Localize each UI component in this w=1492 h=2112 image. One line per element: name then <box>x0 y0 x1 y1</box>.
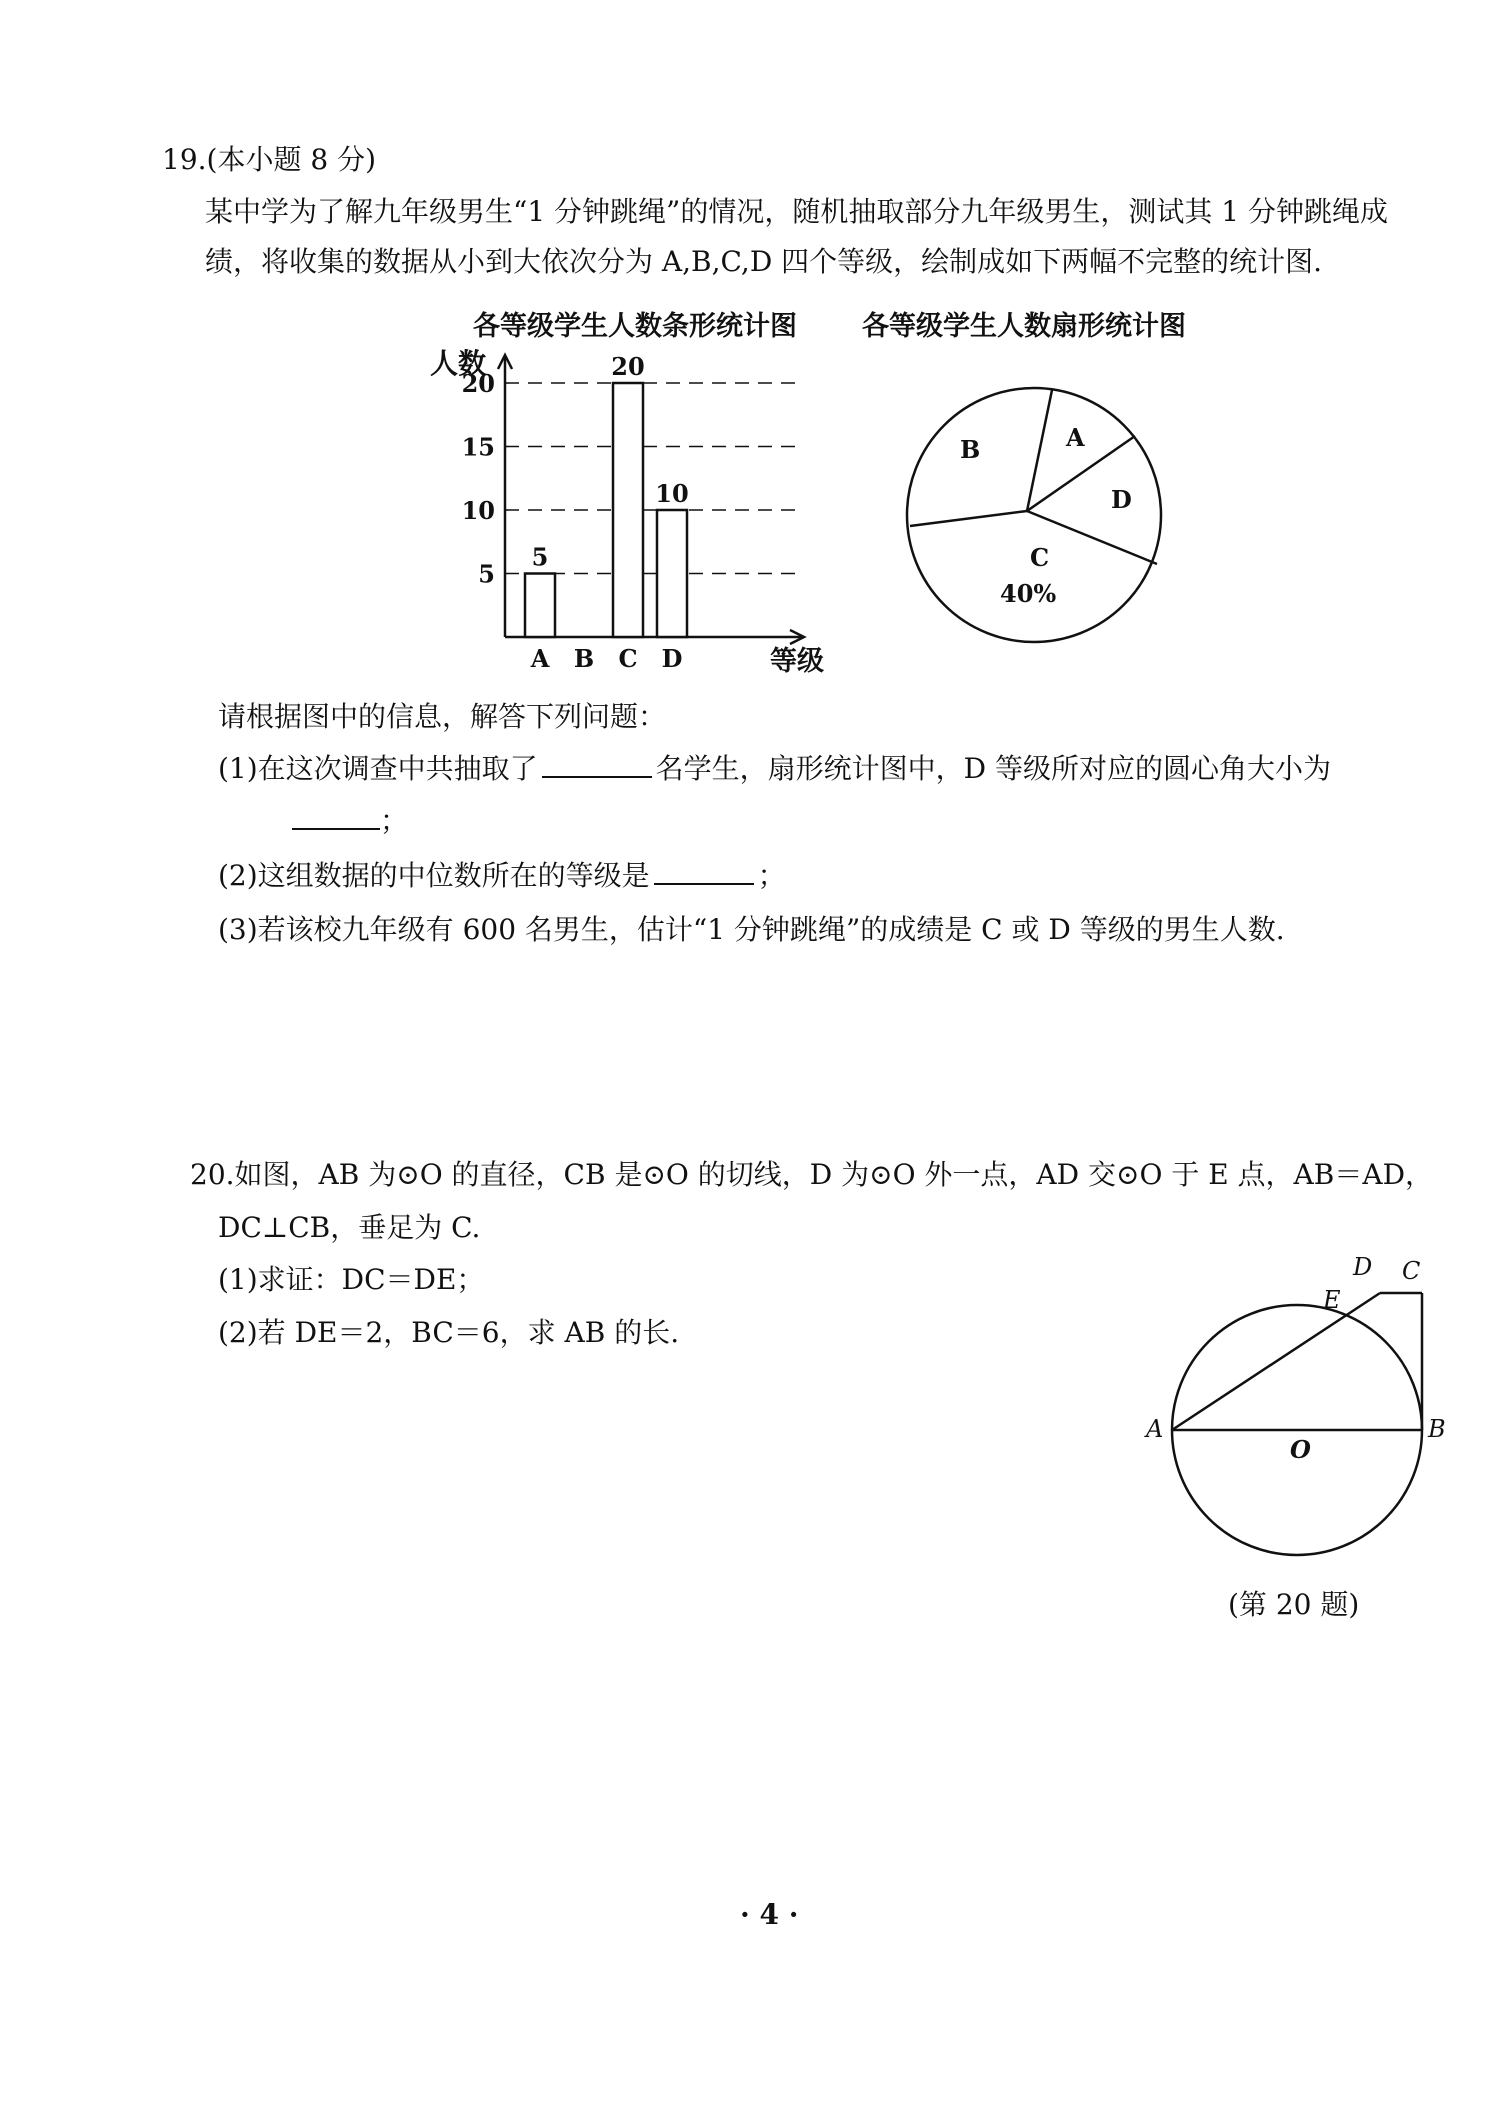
x-tick-label-D: D <box>661 644 683 673</box>
x-tick-label-B: B <box>573 644 595 673</box>
q19-part1-blank2[interactable] <box>292 800 380 830</box>
y-tick-label-15: 15 <box>461 432 495 462</box>
label-a: A <box>1146 1415 1164 1443</box>
segment-ad <box>1172 1293 1380 1430</box>
x-axis-label: 等级 <box>770 646 824 677</box>
y-tick-label-5: 5 <box>478 559 495 589</box>
bar-chart <box>430 345 860 685</box>
q19-part1-text-c: ； <box>380 804 409 837</box>
q19-part2-text-a: (2)这组数据的中位数所在的等级是 <box>218 859 650 892</box>
label-c: C <box>1402 1257 1421 1285</box>
pie-label-c: C <box>1030 543 1050 572</box>
pie-percent-c: 40% <box>1000 579 1057 608</box>
q19-prompt: 请根据图中的信息，解答下列问题： <box>218 700 667 733</box>
q19-part1-text-b: 名学生，扇形统计图中，D 等级所对应的圆心角大小为 <box>655 752 1332 785</box>
pie-label-d: D <box>1111 485 1132 514</box>
q19-part1-blank1[interactable] <box>542 748 652 778</box>
label-e: E <box>1323 1286 1341 1314</box>
q19-header: 19.(本小题 8 分) <box>162 143 376 176</box>
bar-C <box>613 383 643 637</box>
q19-part1 <box>218 748 1331 789</box>
bar-D <box>657 510 687 637</box>
x-tick-label-C: C <box>618 644 638 673</box>
figure-caption: (第 20 题) <box>1228 1588 1360 1621</box>
data-label-A: 5 <box>531 542 549 572</box>
bar-chart-title: 各等级学生人数条形统计图 <box>473 311 797 342</box>
circle-figure <box>1140 1253 1446 1585</box>
x-tick-label-A: A <box>530 644 550 673</box>
pie-label-b: B <box>960 435 981 464</box>
q19-part2-blank[interactable] <box>654 855 754 885</box>
q19-part2-text-b: ； <box>757 859 786 892</box>
y-tick-label-20: 20 <box>461 369 495 398</box>
page-number: · 4 · <box>740 1898 799 1931</box>
q19-part1-text-a: (1)在这次调查中共抽取了 <box>218 752 538 785</box>
q19-intro-line1: 某中学为了解九年级男生“1 分钟跳绳”的情况，随机抽取部分九年级男生，测试其 1 分钟跳绳成 <box>205 195 1388 228</box>
q19-part1-line2 <box>292 800 408 841</box>
q20-line2: DC⊥CB，垂足为 C. <box>218 1211 481 1244</box>
data-label-D: 10 <box>655 479 689 508</box>
pie-label-a: A <box>1066 423 1085 452</box>
pie-divider-cb <box>910 511 1027 526</box>
y-axis-label: 人数 <box>430 347 487 380</box>
q19-intro-line2: 绩，将收集的数据从小到大依次分为 A,B,C,D 四个等级，绘制成如下两幅不完整的统计图. <box>205 245 1323 278</box>
q20-part2: (2)若 DE＝2，BC＝6，求 AB 的长. <box>218 1316 680 1349</box>
q20-line1: 20.如图，AB 为⊙O 的直径，CB 是⊙O 的切线，D 为⊙O 外一点，AD 交⊙O 于 E 点，AB＝AD， <box>190 1158 1434 1191</box>
data-label-C: 20 <box>611 352 645 381</box>
q19-part2 <box>218 855 786 896</box>
pie-divider-ab <box>1027 390 1052 511</box>
q20-part1: (1)求证：DC＝DE； <box>218 1263 485 1296</box>
bar-A <box>525 574 555 638</box>
label-o: O <box>1290 1435 1311 1464</box>
label-b: B <box>1428 1415 1446 1443</box>
label-d: D <box>1353 1253 1373 1281</box>
q19-part3: (3)若该校九年级有 600 名男生，估计“1 分钟跳绳”的成绩是 C 或 D 等级的男生人数. <box>218 913 1285 946</box>
y-tick-label-10: 10 <box>461 496 495 525</box>
pie-chart-title: 各等级学生人数扇形统计图 <box>862 311 1186 342</box>
pie-chart <box>900 380 1170 650</box>
